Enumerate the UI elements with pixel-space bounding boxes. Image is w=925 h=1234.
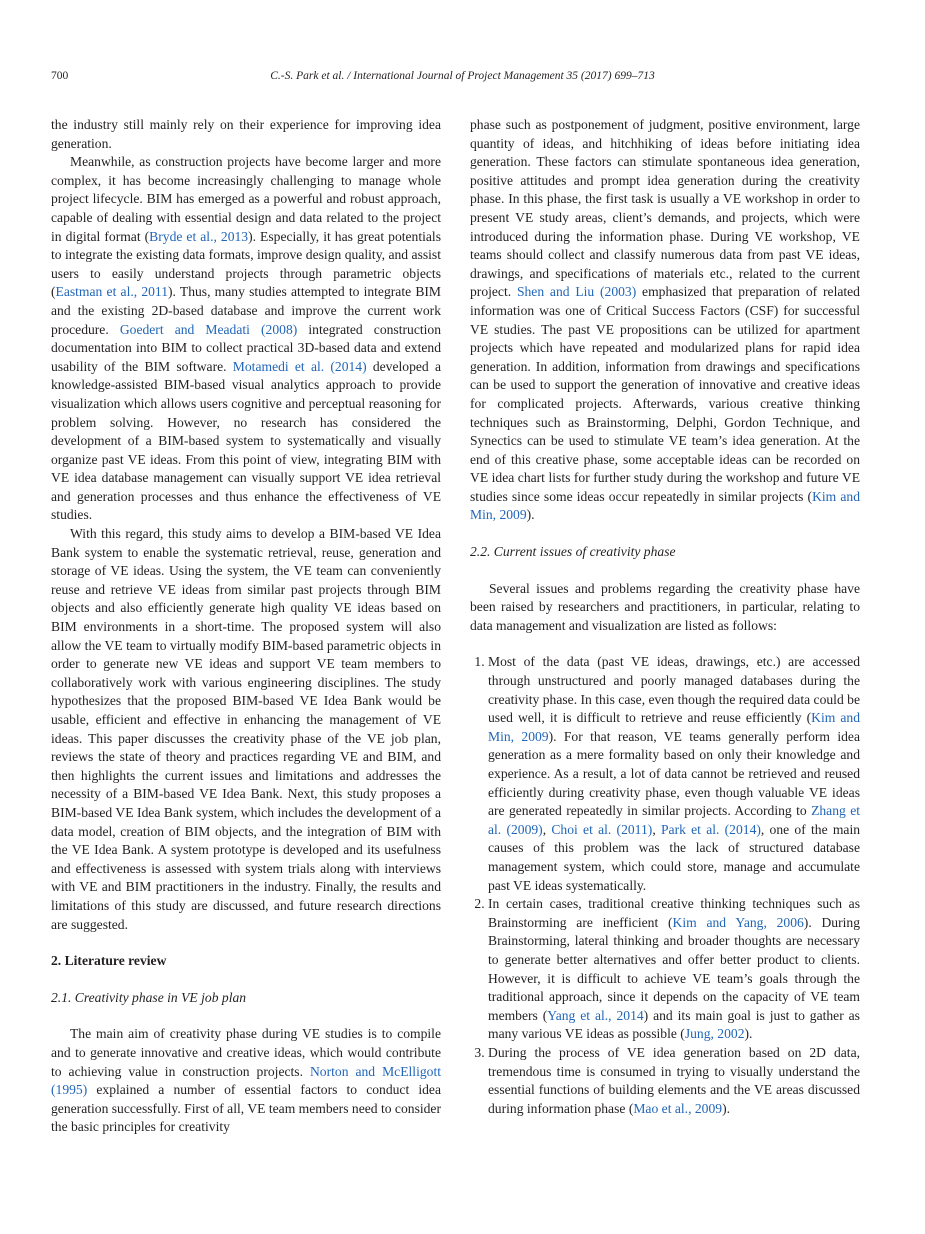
citation-link[interactable]: Jung, 2002 [684,1026,745,1042]
section-heading: 2. Literature review [51,953,167,969]
list-item: 3. During the process of VE idea generation based on 2D data, tremendous time is consumed in trying to visually understand the essential functions of building elements and the VE areas discussed during information phase (Mao et al., 2009). [488,1044,860,1118]
paragraph: Several issues and problems regarding the creativity phase have been raised by researchers and practitioners, in particular, relating to data management and visualization are listed as follows: [470,580,860,633]
paragraph: With this regard, this study aims to develop a BIM-based VE Idea Bank system to enable the systematic retrieval, reuse, generation and storage of VE ideas. Using the system, the VE team can conveniently reuse and retrieve VE ideas from similar past projects through BIM objects and also efficiently generate high quality VE ideas based on BIM environments in a short-time. The proposed system will also allow the VE team to virtually modify BIM-based parametric objects in order to generate new VE ideas and support VE team members to collaboratively work with various engineering disciplines. The study hypothesizes that the proposed BIM-based VE Idea Bank would be usable, efficient and effective in enhancing the management of VE ideas. This paper discusses the creativity phase of the VE job plan, reviews the state of theory and practices regarding VE and BIM, and then highlights the current issues and limitations and addresses the necessity of a BIM-based VE Idea Bank. Next, this study proposes a BIM-based VE Idea Bank system, which includes the development of a data model, creation of BIM objects, and the integration of BIM with the VE Idea Bank. A system prototype is developed and its usefulness and effectiveness is assessed with system trials along with interviews with VE and BIM practitioners in the industry. Finally, the results and limitations of this study are discussed, and future research directions are suggested. [51,526,441,932]
citation-link[interactable]: Bryde et al., 2013 [149,228,249,244]
citation-link[interactable]: Kim and Yang, 2006 [672,914,804,930]
left-column [51,116,441,1137]
citation-link[interactable]: Kim and Min, 2009 [470,488,860,523]
citation-link[interactable]: Eastman et al., 2011 [55,284,169,300]
subsection-heading: 2.1. Creativity phase in VE job plan [51,989,247,1005]
page-number: 700 [51,70,69,82]
citation-link[interactable]: Shen and Liu (2003) [516,284,637,300]
issues-list [470,653,860,1118]
list-item: 1. Most of the data (past VE ideas, drawings, etc.) are accessed through unstructured and poorly managed databases during the creativity phase. In this case, even though the required data could be used well, it is difficult to retrieve and reuse efficiently (Kim and Min, 2009). For that reason, VE teams generally perform idea generation as a mere formality based on only their knowledge and experience. As a result, a lot of data cannot be retrieved and reused efficiently during creativity phase, even though valuable VE ideas are generated repeatedly in similar projects. According to Zhang et al. (2009), Choi et al. (2011), Park et al. (2014), one of the main causes of this problem was the lack of structured database management system, which could store, manage and accumulate past VE ideas systematically. [488,653,860,895]
citation-link[interactable]: Motamedi et al. (2014) [232,358,367,374]
citation-link[interactable]: Kim and Min, 2009 [488,710,860,744]
list-item: 2. In certain cases, traditional creative thinking techniques such as Brainstorming are inefficient (Kim and Yang, 2006). During Brainstorming, lateral thinking and broader thoughts are necessary to generate better alternatives and offer better product to clients. However, it is difficult to achieve VE team’s goals through the traditional approach, since it depends on the capacity of VE team members (Yang et al., 2014) and its main goal is just to gather as many various VE ideas as possible (Jung, 2002). [488,895,860,1044]
paragraph: The main aim of creativity phase during VE studies is to compile and to generate innovative and creative ideas, which would contribute to achieving value in construction projects. Norton and McElligott (1995) explained a number of essential factors to conduct idea generation successfully. First of all, VE team members need to consider the basic principles for creativity [51,1026,441,1135]
paragraph: Meanwhile, as construction projects have become larger and more complex, it has become increasingly challenging to manage whole project lifecycle. BIM has emerged as a powerful and robust approach, capable of dealing with essential design and data related to the project in digital format (Bryde et al., 2013). Especially, it has great potentials to integrate the existing data formats, improve design quality, and assist users to easily understand projects through parametric objects (Eastman et al., 2011). Thus, many studies attempted to integrate BIM and the existing 2D-based database and improve the current work procedure. Goedert and Meadati (2008) integrated construction documentation into BIM to collect practical 3D-based data and extend usability of the BIM software. Motamedi et al. (2014) developed a knowledge-assisted BIM-based visual analytics approach to provide visualization which allows users cognitive and perceptual reasoning for problem solving. However, no research has considered the development of a BIM-based system to systematically and visually organize past VE ideas. From this point of view, integrating BIM with VE idea database management can visually support VE idea retrieval and generation processes and thus enhance the effectiveness of VE studies. [51,154,442,523]
citation-link[interactable]: Choi et al. (2011) [551,821,653,837]
paragraph: phase such as postponement of judgment, positive environment, large quantity of ideas, and hitchhiking of ideas before initiating idea generation. These factors can stimulate spontaneous idea generation, positive attitudes and prompt idea generation during the creativity phase. In this phase, the first task is usually a VE workshop in order to present VE study areas, client’s demands, and projects, which were introduced during the information phase. During VE workshop, VE teams should collect and classify numerous data from past VE ideas, drawings, and specifications of materials etc., related to the current project. Shen and Liu (2003) emphasized that preparation of related information was one of Critical Success Factors (CSF) for successful VE studies. The past VE propositions can be utilized for apartment projects which have repeated and modularized plans for rapid idea generation. In addition, information from drawings and specifications can be used to support the generation of innovative and creative ideas for complicated projects. Afterwards, various creative thinking techniques such as Brainstorming, Delphi, Gordon Technique, and Synectics can be used to stimulate VE team’s idea generation. At the end of this creative phase, some acceptable ideas can be recorded on VE idea chart lists for further study during the workshop and future VE studies since some ideas occur repeatedly in similar projects (Kim and Min, 2009). [470,117,860,523]
citation-link[interactable]: Park et al. (2014) [660,821,761,837]
right-column [470,116,860,1118]
running-header [0,70,925,90]
citation-link[interactable]: Norton and McElligott (1995) [51,1063,441,1098]
citation-link[interactable]: Zhang et al. (2009) [488,803,861,837]
running-title: C.-S. Park et al. / International Journal of Project Management 35 (2017) 699–713 [270,70,655,82]
citation-link[interactable]: Goedert and Meadati (2008) [119,321,298,337]
citation-link[interactable]: Mao et al., 2009 [633,1100,723,1116]
paragraph: the industry still mainly rely on their experience for improving idea generation. [51,117,441,151]
citation-link[interactable]: Yang et al., 2014 [547,1007,644,1023]
subsection-heading: 2.2. Current issues of creativity phase [470,544,676,560]
